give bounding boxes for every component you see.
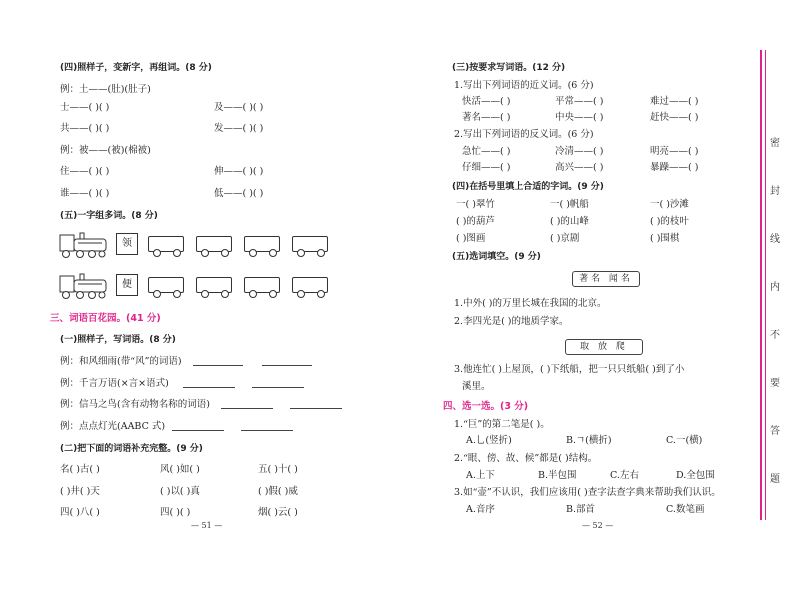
answer-blank[interactable] [262,365,312,366]
wheel-icon [173,249,181,257]
section-title: (五)一字组多词。(8 分) [60,211,158,221]
answer-blank[interactable] [193,365,243,366]
exercise-item: 平常——( ) [555,96,604,107]
fill-item: ( )的葫芦 [456,216,495,227]
exercise-item: 高兴——( ) [555,162,604,173]
choice-option[interactable]: D.全包围 [676,470,715,481]
answer-blank[interactable] [183,387,235,388]
section-title: (五)选词填空。(9 分) [452,252,541,262]
choice-option[interactable]: A.音序 [466,504,495,515]
word-choice-box: 著名 闻名 [572,271,640,287]
char-box: 领 [116,233,138,255]
fill-item: ( )京剧 [550,233,580,244]
fill-item: ( )的枝叶 [650,216,689,227]
wheel-icon [297,290,305,298]
sidebar-char: 密 [770,138,780,149]
fill-item: ( )图画 [456,233,486,244]
answer-blank[interactable] [172,430,224,431]
choice-option[interactable]: A.上下 [466,470,495,481]
question-line: 2.“眼、傍、故、候”都是( )结构。 [454,453,598,464]
section-title: (四)照样子，变新字，再组词。(8 分) [60,63,212,73]
word-choice-box: 取 放 爬 [565,339,643,355]
sidebar-char: 答 [770,426,780,437]
sidebar-char: 封 [770,186,780,197]
locomotive-icon [58,229,110,259]
idiom-item: 风( )如( ) [160,464,200,475]
sidebar-char: 内 [770,282,780,293]
locomotive-icon [58,270,110,300]
example-line: 例：点点灯光(AABC 式) [60,421,166,432]
seal-line [760,50,762,520]
exercise-item: 难过——( ) [650,96,699,107]
idiom-item: 四( )( ) [160,507,191,518]
seal-line [765,50,766,520]
wheel-icon [269,249,277,257]
section-title: (三)按要求写词语。(12 分) [452,63,566,73]
idiom-item: 名( )古( ) [60,464,100,475]
question-line: 2.写出下列词语的反义词。(6 分) [454,129,594,140]
question-line: 1.写出下列词语的近义词。(6 分) [454,80,594,91]
wheel-icon [221,290,229,298]
question-line: 溪里。 [462,381,491,392]
exercise-item: 低——( )( ) [214,188,264,199]
wheel-icon [173,290,181,298]
exercise-item: 明亮——( ) [650,146,699,157]
question-line: 3.他连忙( )上屋顶，( )下纸船，把一只只纸船( )到了小 [454,364,685,375]
idiom-item: 五( )十( ) [258,464,298,475]
idiom-item: ( )以( )真 [160,486,200,497]
answer-blank[interactable] [241,430,293,431]
wheel-icon [269,290,277,298]
char-box: 便 [116,274,138,296]
question-line: 3.如“壶”不认识，我们应该用( )查字法查字典来帮助我们认识。 [454,487,721,498]
exercise-item: 赶快——( ) [650,112,699,123]
fill-item: 一( )翠竹 [456,199,495,210]
answer-blank[interactable] [221,408,273,409]
wheel-icon [153,290,161,298]
fill-item: 一( )沙滩 [650,199,689,210]
choice-option[interactable]: A.乚(竖折) [466,435,512,446]
exercise-item: 仔细——( ) [462,162,511,173]
fill-item: 一( )帆船 [550,199,589,210]
wheel-icon [201,290,209,298]
exercise-item: 及——( )( ) [214,102,264,113]
exercise-item: 住——( )( ) [60,166,110,177]
example-line: 例：被——(被)(棉被) [60,145,151,156]
wheel-icon [221,249,229,257]
section-title: (四)在括号里填上合适的字词。(9 分) [452,182,604,192]
sidebar-char: 要 [770,378,780,389]
exercise-item: 快活——( ) [462,96,511,107]
exercise-item: 中央——( ) [555,112,604,123]
choice-option[interactable]: B.ㄱ(横折) [566,435,612,446]
wheel-icon [201,249,209,257]
exercise-item: 士——( )( ) [60,102,110,113]
section-title: (二)把下面的词语补充完整。(9 分) [60,444,203,454]
exercise-item: 发——( )( ) [214,123,264,134]
choice-option[interactable]: C.左右 [610,470,639,481]
exercise-item: 暴躁——( ) [650,162,699,173]
exercise-item: 著名——( ) [462,112,511,123]
fill-item: ( )围棋 [650,233,680,244]
question-line: 1.“巨”的第二笔是( )。 [454,419,550,430]
choice-option[interactable]: B.部首 [566,504,596,515]
seal-line-sidebar [758,50,788,520]
choice-option[interactable]: C.数笔画 [666,504,705,515]
exercise-item: 谁——( )( ) [60,188,110,199]
exercise-item: 冷清——( ) [555,146,604,157]
sidebar-char: 线 [770,234,780,245]
sidebar-char: 不 [770,330,780,341]
page-number: — 51 — [191,521,223,530]
question-line: 2.李四光是( )的地质学家。 [454,316,569,327]
wheel-icon [317,290,325,298]
question-line: 1.中外( )的万里长城在我国的北京。 [454,298,607,309]
exercise-item: 伸——( )( ) [214,166,264,177]
wheel-icon [317,249,325,257]
sidebar-char: 题 [770,474,780,485]
idiom-item: ( )井( )天 [60,486,100,497]
example-line: 例：和风细雨(带“风”的词语) [60,356,182,367]
wheel-icon [249,290,257,298]
part-title: 三、词语百花园。(41 分) [50,313,161,324]
section-title: (一)照样子，写词语。(8 分) [60,335,176,345]
exercise-item: 共——( )( ) [60,123,110,134]
wheel-icon [297,249,305,257]
choice-option[interactable]: B.半包围 [538,470,577,481]
idiom-item: 烟( )云( ) [258,507,298,518]
answer-blank[interactable] [290,408,342,409]
idiom-item: 四( )八( ) [60,507,100,518]
choice-option[interactable]: C.一(横) [666,435,703,446]
exercise-item: 急忙——( ) [462,146,511,157]
fill-item: ( )的山峰 [550,216,589,227]
wheel-icon [249,249,257,257]
answer-blank[interactable] [252,387,304,388]
example-line: 例：信马之鸟(含有动物名称的词语) [60,399,210,410]
idiom-item: ( )假( )威 [258,486,298,497]
example-line: 例：千言万语(×言×语式) [60,378,169,389]
part-title: 四、选一选。(3 分) [443,401,529,412]
wheel-icon [153,249,161,257]
page-number: — 52 — [582,521,614,530]
example-line: 例：土——(肚)(肚子) [60,84,151,95]
